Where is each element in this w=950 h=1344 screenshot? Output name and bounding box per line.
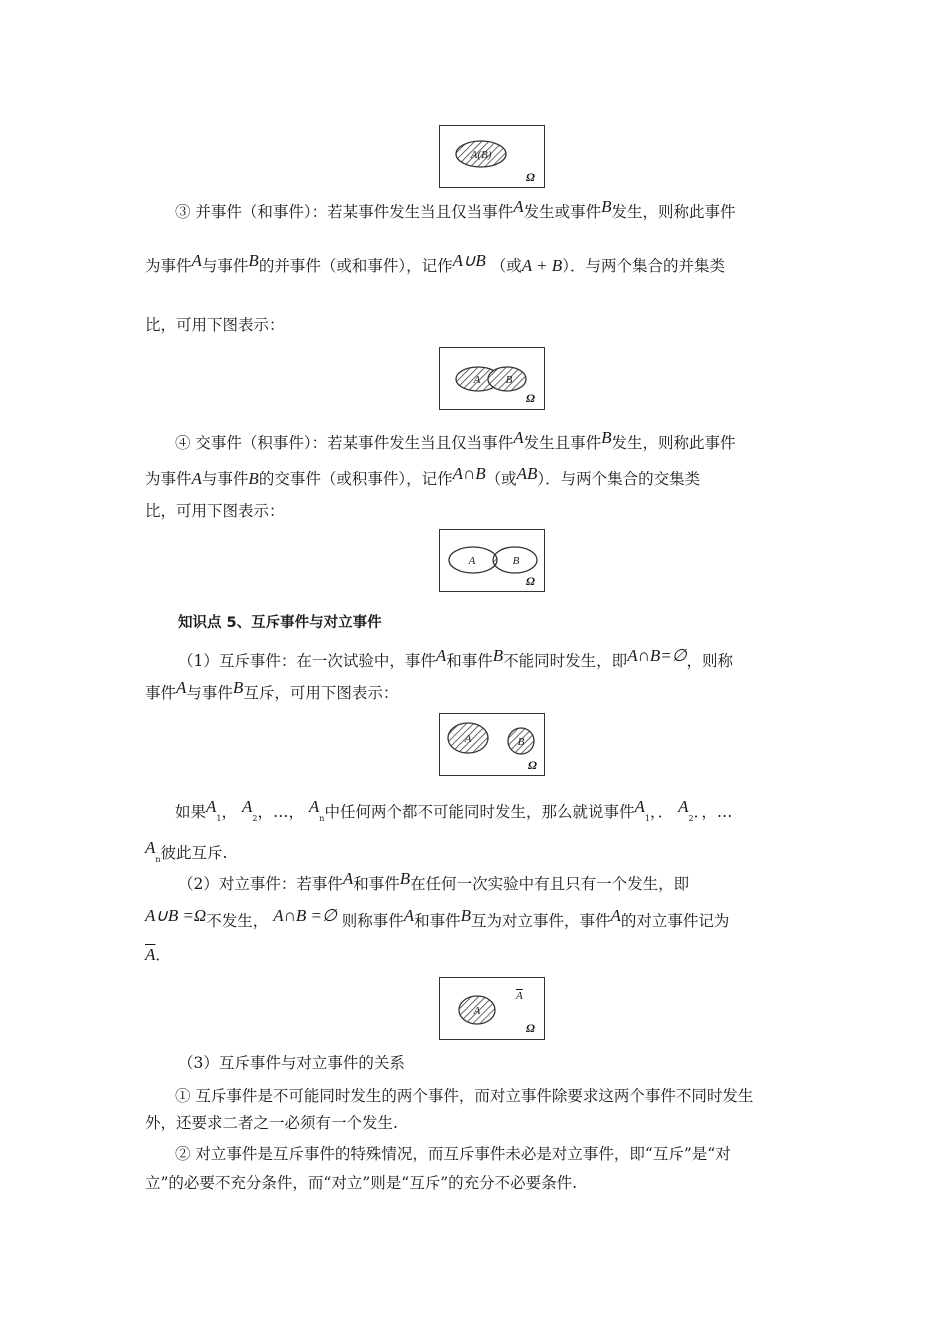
label-a: A <box>473 374 481 386</box>
multiple-exclusive-line-1: 如果$A_1$， $A_2$，…， $A_n$中任何两个都不可能同时发生，那么就说事件$A_1$，． $A_2$．，… <box>175 797 733 823</box>
relation-line-3: ② 对立事件是互斥事件的特殊情况，而互斥事件未必是对立事件，即“互斥”是“对 <box>175 1145 731 1163</box>
union-line-2: 为事件A与事件B的并事件（或和事件），记作A∪B （或A + B）．与两个集合的并集类 <box>145 251 725 275</box>
label-b: B <box>517 736 525 748</box>
venn-figure-intersection <box>439 529 545 592</box>
venn-figure-union <box>439 347 545 410</box>
exclusive-line-1: （1）互斥事件：在一次试验中，事件A和事件B不能同时发生，即A∩B=∅，则称 <box>178 646 734 670</box>
venn-figure-exclusive <box>439 713 545 776</box>
omega-label: Ω <box>526 391 535 405</box>
label-b: B <box>505 374 513 386</box>
complement-line-3: $\overline{A}$． <box>145 945 171 964</box>
label-a: A <box>473 1005 481 1017</box>
label-a-bar: $\overline{A}$ <box>516 990 523 1002</box>
union-line-3: 比，可用下图表示： <box>145 316 285 334</box>
omega-label: Ω <box>526 1021 535 1035</box>
exclusive-line-2: 事件A与事件B互斥，可用下图表示： <box>145 678 399 702</box>
relation-title: （3）互斥事件与对立事件的关系 <box>178 1054 405 1072</box>
multiple-exclusive-line-2: $A_n$彼此互斥. <box>145 838 228 864</box>
relation-line-2: 外，还要求二者之一必须有一个发生. <box>145 1114 398 1132</box>
label-ab: A(B) <box>470 149 492 161</box>
union-line-1: ③ 并事件（和事件）：若某事件发生当且仅当事件A发生或事件B发生，则称此事件 <box>175 197 736 221</box>
section-heading: 知识点 5、互斥事件与对立事件 <box>178 615 382 631</box>
omega-label: Ω <box>528 758 537 772</box>
complement-line-2: A∪B =Ω不发生， A∩B =∅ 则称事件A和事件B互为对立事件，事件A的对立事件记为 <box>145 906 730 930</box>
venn-figure-complement <box>439 977 545 1040</box>
intersection-line-2: 为事件A与事件B的交事件（或积事件），记作A∩B（或AB）．与两个集合的交集类 <box>145 464 701 488</box>
complement-line-1: （2）对立事件：若事件A和事件B在任何一次实验中有且只有一个发生，即 <box>178 869 690 893</box>
omega-label: Ω <box>526 170 535 184</box>
label-a: A <box>468 555 476 567</box>
intersection-line-3: 比，可用下图表示： <box>145 502 285 520</box>
intersection-line-1: ④ 交事件（积事件）：若某事件发生当且仅当事件A发生且事件B发生，则称此事件 <box>175 428 736 452</box>
venn-figure-equal <box>439 125 545 188</box>
relation-line-4: 立”的必要不充分条件，而“对立”则是“互斥”的充分不必要条件. <box>145 1174 578 1192</box>
omega-label: Ω <box>526 574 535 588</box>
label-b: B <box>512 555 520 567</box>
relation-line-1: ① 互斥事件是不可能同时发生的两个事件，而对立事件除要求这两个事件不同时发生 <box>175 1087 754 1105</box>
label-a: A <box>464 733 472 745</box>
